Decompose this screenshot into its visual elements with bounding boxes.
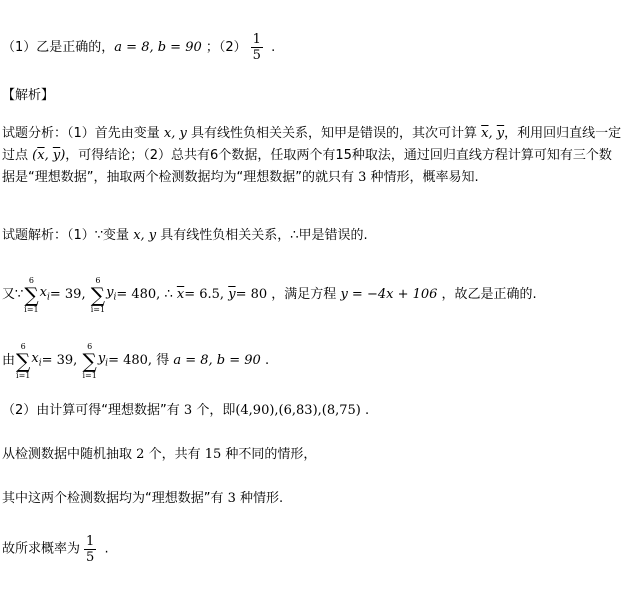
ideal-data-pairs: (4,90),(6,83),(8,75) [235, 403, 361, 418]
mean-xy: $\overline{x}$, $\overline{y}$ [481, 126, 505, 141]
answer-end: . [271, 40, 276, 55]
analysis-paragraph: 试题分析：（1）首先由变量 x, y 具有线性负相关关系，知甲是错误的，其次可计算 $\overline{x}$, $\overline{y}$，利用回归直线一定过点 ($\overline{x}$, $\overline{y}$)，可得结论；（2）总共有6个数据，任取两个有15种取法，通过回归直线方程计算可知有三个数据是“理想数据”，抽取两个检测数据均为“理想数据”的就只有 3 种情形，概率易知. [2, 126, 622, 185]
sum-y-2: 6 ∑ i=1 [82, 342, 97, 380]
answer-part2-label: ；（2） [205, 40, 247, 55]
answer-part1-values: a = 8, b = 90 [114, 40, 202, 55]
variables-xy-2: x, y [133, 228, 157, 243]
solution-line-2: 又∵ 6 ∑ i=1 $x_i= 39$, 6 ∑ i=1 $y_i= 480$, ∴ $\overline{x}= 6.5$, $\overline{y}= 80$ ，满足方程 y = −4x + 106 ，故乙是正确的. [2, 276, 537, 314]
analysis-heading: 【解析】 [2, 88, 55, 103]
mean-point: ($\overline{x}$, $\overline{y}$) [32, 148, 66, 163]
regression-equation: y = −4x + 106 [340, 287, 438, 302]
answer-part1-label: （1）乙是正确的， [2, 40, 115, 55]
variables-xy: x, y [163, 126, 187, 141]
answer-line [2, 32, 275, 63]
solution-line-7: 故所求概率为 $\frac{1}{5}$ . [2, 534, 109, 565]
final-probability-fraction: $\frac{1}{5}$ [86, 534, 95, 565]
solution-line-3: 由 6 ∑ i=1 $x_i= 39$, 6 ∑ i=1 $y_i= 480$, 得 a = 8, b = 90 . [2, 342, 270, 380]
sum-y: 6 ∑ i=1 [90, 276, 106, 314]
solution-line-4: （2）由计算可得“理想数据”有 3 个，即(4,90),(6,83),(8,75) . [2, 403, 370, 418]
solution-line-6: 其中这两个检测数据均为“理想数据”有 3 种情形. [2, 491, 284, 506]
answer-probability-fraction: $\frac{1}{5}$ [252, 32, 261, 63]
solution-line-5: 从检测数据中随机抽取 2 个，共有 15 种不同的情形， [2, 447, 317, 462]
sum-x: 6 ∑ i=1 [24, 276, 39, 314]
sum-x-2: 6 ∑ i=1 [16, 342, 31, 380]
solution-line-1: 试题解析：（1）∵变量 x, y 具有线性负相关关系，∴甲是错误的. [2, 228, 368, 243]
